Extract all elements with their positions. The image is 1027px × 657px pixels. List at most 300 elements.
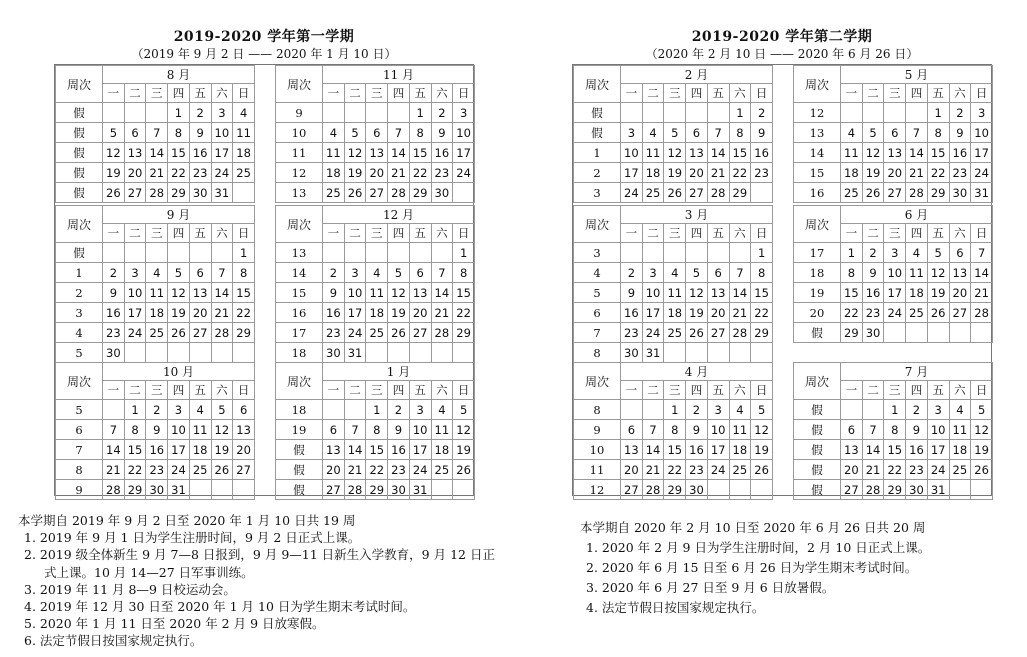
weekday-label: 二 bbox=[124, 224, 146, 243]
weekday-label: 日 bbox=[971, 381, 993, 400]
month-block bbox=[793, 205, 993, 345]
weekday-label: 一 bbox=[621, 381, 643, 400]
weekday-label: 三 bbox=[146, 84, 168, 103]
weekday-label: 四 bbox=[906, 224, 928, 243]
week-row bbox=[56, 183, 255, 203]
day-cell: 2 bbox=[146, 400, 168, 420]
day-cell: 5 bbox=[751, 400, 773, 420]
week-row bbox=[794, 243, 993, 263]
day-cell: 21 bbox=[146, 163, 168, 183]
day-cell bbox=[729, 243, 751, 263]
day-cell: 16 bbox=[388, 440, 410, 460]
weekday-label: 四 bbox=[686, 84, 708, 103]
day-cell: 15 bbox=[751, 283, 773, 303]
day-cell: 10 bbox=[344, 283, 366, 303]
week-number: 18 bbox=[276, 343, 323, 363]
weekday-label: 五 bbox=[409, 381, 431, 400]
week-number: 4 bbox=[574, 263, 621, 283]
day-cell: 23 bbox=[906, 460, 928, 480]
day-cell bbox=[841, 400, 863, 420]
week-number: 假 bbox=[574, 103, 621, 123]
day-cell bbox=[124, 103, 146, 123]
note-item: 4. 2019 年 12 月 30 日至 2020 年 1 月 10 日为学生期末考试时间。 bbox=[24, 599, 416, 615]
day-cell bbox=[168, 243, 190, 263]
day-cell bbox=[621, 400, 643, 420]
day-cell bbox=[431, 480, 453, 500]
day-cell bbox=[949, 323, 971, 343]
day-cell: 20 bbox=[233, 440, 255, 460]
weekday-label: 二 bbox=[642, 224, 664, 243]
day-cell: 4 bbox=[431, 400, 453, 420]
day-cell: 16 bbox=[621, 303, 643, 323]
day-cell bbox=[146, 343, 168, 363]
week-row bbox=[574, 420, 773, 440]
month-name: 5 月 bbox=[841, 66, 993, 84]
day-cell: 20 bbox=[621, 460, 643, 480]
week-number: 5 bbox=[56, 343, 103, 363]
day-cell: 25 bbox=[664, 323, 686, 343]
day-cell bbox=[642, 103, 664, 123]
day-cell: 11 bbox=[729, 420, 751, 440]
day-cell: 5 bbox=[927, 243, 949, 263]
week-row bbox=[56, 480, 255, 500]
day-cell: 17 bbox=[642, 303, 664, 323]
week-row bbox=[276, 440, 475, 460]
week-number: 12 bbox=[276, 163, 323, 183]
day-cell: 19 bbox=[168, 303, 190, 323]
day-cell: 16 bbox=[323, 303, 345, 323]
day-cell: 25 bbox=[949, 460, 971, 480]
weekday-label: 日 bbox=[233, 381, 255, 400]
week-number: 假 bbox=[56, 183, 103, 203]
day-cell: 7 bbox=[211, 263, 233, 283]
week-row bbox=[276, 243, 475, 263]
day-cell: 25 bbox=[189, 460, 211, 480]
weekday-label: 四 bbox=[168, 224, 190, 243]
day-cell: 28 bbox=[971, 303, 993, 323]
weekday-label: 一 bbox=[103, 381, 125, 400]
day-cell: 28 bbox=[103, 480, 125, 500]
day-cell: 10 bbox=[927, 420, 949, 440]
weekday-label: 三 bbox=[366, 224, 388, 243]
day-cell bbox=[124, 243, 146, 263]
week-row bbox=[794, 303, 993, 323]
weekday-label: 一 bbox=[323, 381, 345, 400]
day-cell: 2 bbox=[949, 103, 971, 123]
day-cell: 2 bbox=[621, 263, 643, 283]
day-cell: 28 bbox=[729, 323, 751, 343]
day-cell: 23 bbox=[949, 163, 971, 183]
weekday-label: 三 bbox=[664, 84, 686, 103]
week-number: 14 bbox=[276, 263, 323, 283]
day-cell: 1 bbox=[366, 400, 388, 420]
day-cell: 19 bbox=[927, 283, 949, 303]
day-cell: 3 bbox=[884, 243, 906, 263]
weekday-label: 四 bbox=[686, 381, 708, 400]
week-row bbox=[56, 323, 255, 343]
day-cell: 6 bbox=[189, 263, 211, 283]
day-cell bbox=[233, 480, 255, 500]
week-row bbox=[794, 123, 993, 143]
day-cell: 21 bbox=[211, 303, 233, 323]
day-cell: 13 bbox=[323, 440, 345, 460]
day-cell bbox=[884, 323, 906, 343]
day-cell: 21 bbox=[344, 460, 366, 480]
day-cell: 24 bbox=[453, 163, 475, 183]
weekday-label: 六 bbox=[949, 381, 971, 400]
weekday-label: 一 bbox=[621, 84, 643, 103]
day-cell bbox=[453, 480, 475, 500]
day-cell: 30 bbox=[431, 183, 453, 203]
day-cell: 19 bbox=[971, 440, 993, 460]
week-number: 假 bbox=[794, 400, 841, 420]
day-cell: 9 bbox=[388, 420, 410, 440]
day-cell: 15 bbox=[233, 283, 255, 303]
day-cell: 30 bbox=[388, 480, 410, 500]
day-cell: 20 bbox=[124, 163, 146, 183]
day-cell: 19 bbox=[751, 440, 773, 460]
day-cell: 6 bbox=[841, 420, 863, 440]
day-cell: 28 bbox=[642, 480, 664, 500]
day-cell: 6 bbox=[949, 243, 971, 263]
day-cell: 20 bbox=[686, 163, 708, 183]
day-cell: 10 bbox=[453, 123, 475, 143]
week-number: 13 bbox=[276, 183, 323, 203]
week-row bbox=[574, 323, 773, 343]
day-cell: 19 bbox=[664, 163, 686, 183]
day-cell: 22 bbox=[453, 303, 475, 323]
day-cell: 18 bbox=[189, 440, 211, 460]
week-number: 2 bbox=[56, 283, 103, 303]
weekday-label: 五 bbox=[409, 84, 431, 103]
weekday-label: 六 bbox=[949, 224, 971, 243]
weekday-label: 日 bbox=[751, 381, 773, 400]
week-row bbox=[56, 440, 255, 460]
day-cell: 9 bbox=[621, 283, 643, 303]
day-cell: 28 bbox=[862, 480, 884, 500]
weekday-label: 四 bbox=[906, 381, 928, 400]
week-number: 假 bbox=[276, 440, 323, 460]
weekday-label: 日 bbox=[971, 224, 993, 243]
day-cell: 24 bbox=[927, 460, 949, 480]
day-cell: 7 bbox=[729, 263, 751, 283]
day-cell: 18 bbox=[906, 283, 928, 303]
week-number: 假 bbox=[794, 460, 841, 480]
day-cell: 5 bbox=[211, 400, 233, 420]
day-cell: 27 bbox=[366, 183, 388, 203]
day-cell: 19 bbox=[103, 163, 125, 183]
day-cell: 24 bbox=[707, 460, 729, 480]
week-header: 周次 bbox=[276, 206, 323, 243]
week-row bbox=[276, 183, 475, 203]
day-cell: 9 bbox=[906, 420, 928, 440]
week-row bbox=[794, 460, 993, 480]
week-header: 周次 bbox=[276, 66, 323, 103]
day-cell: 29 bbox=[664, 480, 686, 500]
day-cell: 4 bbox=[642, 123, 664, 143]
month-block bbox=[55, 65, 255, 205]
day-cell: 23 bbox=[862, 303, 884, 323]
week-number: 19 bbox=[276, 420, 323, 440]
day-cell: 2 bbox=[751, 103, 773, 123]
day-cell bbox=[729, 480, 751, 500]
week-row bbox=[56, 143, 255, 163]
day-cell: 4 bbox=[233, 103, 255, 123]
day-cell: 7 bbox=[431, 263, 453, 283]
day-cell: 14 bbox=[211, 283, 233, 303]
day-cell: 18 bbox=[233, 143, 255, 163]
day-cell: 15 bbox=[884, 440, 906, 460]
day-cell: 2 bbox=[906, 400, 928, 420]
day-cell bbox=[211, 343, 233, 363]
day-cell: 17 bbox=[707, 440, 729, 460]
day-cell: 27 bbox=[409, 323, 431, 343]
day-cell: 12 bbox=[751, 420, 773, 440]
week-row bbox=[56, 283, 255, 303]
day-cell: 12 bbox=[971, 420, 993, 440]
day-cell: 1 bbox=[409, 103, 431, 123]
week-row bbox=[276, 420, 475, 440]
day-cell: 12 bbox=[453, 420, 475, 440]
day-cell bbox=[906, 323, 928, 343]
day-cell bbox=[751, 183, 773, 203]
week-number: 假 bbox=[794, 420, 841, 440]
day-cell: 15 bbox=[124, 440, 146, 460]
week-row bbox=[794, 263, 993, 283]
day-cell: 19 bbox=[862, 163, 884, 183]
day-cell: 10 bbox=[884, 263, 906, 283]
weekday-label: 日 bbox=[453, 381, 475, 400]
weekday-label: 二 bbox=[124, 84, 146, 103]
day-cell: 1 bbox=[884, 400, 906, 420]
day-cell: 11 bbox=[949, 420, 971, 440]
day-cell: 11 bbox=[189, 420, 211, 440]
day-cell: 1 bbox=[124, 400, 146, 420]
day-cell: 2 bbox=[323, 263, 345, 283]
day-cell: 12 bbox=[344, 143, 366, 163]
day-cell bbox=[453, 183, 475, 203]
day-cell: 5 bbox=[664, 123, 686, 143]
week-row bbox=[794, 400, 993, 420]
semester-1-title: 2019-2020 学年第一学期 bbox=[173, 29, 355, 45]
week-number: 1 bbox=[56, 263, 103, 283]
week-header: 周次 bbox=[794, 363, 841, 400]
day-cell: 17 bbox=[927, 440, 949, 460]
day-cell: 22 bbox=[409, 163, 431, 183]
weekday-label: 四 bbox=[168, 381, 190, 400]
day-cell: 21 bbox=[388, 163, 410, 183]
week-row bbox=[574, 400, 773, 420]
week-row bbox=[574, 460, 773, 480]
day-cell: 20 bbox=[323, 460, 345, 480]
day-cell: 9 bbox=[431, 123, 453, 143]
day-cell bbox=[344, 103, 366, 123]
week-row bbox=[574, 103, 773, 123]
day-cell: 10 bbox=[642, 283, 664, 303]
day-cell: 12 bbox=[862, 143, 884, 163]
day-cell: 1 bbox=[751, 243, 773, 263]
day-cell: 8 bbox=[409, 123, 431, 143]
day-cell: 25 bbox=[906, 303, 928, 323]
day-cell bbox=[103, 243, 125, 263]
day-cell: 16 bbox=[686, 440, 708, 460]
day-cell: 26 bbox=[453, 460, 475, 480]
day-cell: 13 bbox=[841, 440, 863, 460]
week-number: 假 bbox=[794, 323, 841, 343]
day-cell: 18 bbox=[729, 440, 751, 460]
week-row bbox=[56, 263, 255, 283]
week-header: 周次 bbox=[794, 206, 841, 243]
weekday-label: 二 bbox=[642, 381, 664, 400]
day-cell: 19 bbox=[686, 303, 708, 323]
day-cell: 27 bbox=[686, 183, 708, 203]
day-cell: 30 bbox=[323, 343, 345, 363]
weekday-label: 四 bbox=[686, 224, 708, 243]
day-cell bbox=[366, 343, 388, 363]
day-cell: 25 bbox=[323, 183, 345, 203]
day-cell: 2 bbox=[103, 263, 125, 283]
day-cell: 5 bbox=[103, 123, 125, 143]
day-cell: 14 bbox=[642, 440, 664, 460]
day-cell: 11 bbox=[906, 263, 928, 283]
week-number: 假 bbox=[794, 440, 841, 460]
weekday-label: 三 bbox=[884, 224, 906, 243]
day-cell: 8 bbox=[124, 420, 146, 440]
day-cell: 25 bbox=[233, 163, 255, 183]
day-cell bbox=[949, 480, 971, 500]
note-item: 5. 2020 年 1 月 11 日至 2020 年 2 月 9 日放寒假。 bbox=[24, 616, 325, 632]
day-cell: 7 bbox=[862, 420, 884, 440]
day-cell: 9 bbox=[103, 283, 125, 303]
day-cell: 11 bbox=[366, 283, 388, 303]
month-name: 6 月 bbox=[841, 206, 993, 224]
week-number: 15 bbox=[276, 283, 323, 303]
day-cell: 6 bbox=[707, 263, 729, 283]
day-cell bbox=[642, 243, 664, 263]
week-number: 6 bbox=[574, 303, 621, 323]
note-item: 1. 2019 年 9 月 1 日为学生注册时间，9 月 2 日正式上课。 bbox=[24, 530, 361, 546]
note-item: 2. 2020 年 6 月 15 日至 6 月 26 日为学生期末考试时间。 bbox=[586, 560, 918, 575]
day-cell: 12 bbox=[103, 143, 125, 163]
day-cell: 21 bbox=[862, 460, 884, 480]
day-cell: 14 bbox=[862, 440, 884, 460]
day-cell: 3 bbox=[124, 263, 146, 283]
day-cell: 27 bbox=[707, 323, 729, 343]
month-block bbox=[275, 205, 475, 360]
day-cell: 18 bbox=[642, 163, 664, 183]
week-number: 假 bbox=[794, 480, 841, 500]
day-cell: 15 bbox=[664, 440, 686, 460]
day-cell bbox=[388, 243, 410, 263]
day-cell: 17 bbox=[124, 303, 146, 323]
weekday-label: 五 bbox=[707, 224, 729, 243]
day-cell: 10 bbox=[971, 123, 993, 143]
semester-2-title: 2019-2020 学年第二学期 bbox=[691, 29, 873, 45]
week-number: 假 bbox=[276, 460, 323, 480]
week-row bbox=[276, 123, 475, 143]
day-cell: 8 bbox=[841, 263, 863, 283]
day-cell bbox=[233, 343, 255, 363]
day-cell: 4 bbox=[146, 263, 168, 283]
day-cell: 25 bbox=[146, 323, 168, 343]
day-cell: 26 bbox=[388, 323, 410, 343]
week-number: 3 bbox=[56, 303, 103, 323]
weekday-label: 五 bbox=[189, 381, 211, 400]
month-block bbox=[275, 65, 475, 205]
day-cell bbox=[707, 243, 729, 263]
day-cell: 21 bbox=[906, 163, 928, 183]
day-cell bbox=[146, 243, 168, 263]
day-cell: 6 bbox=[409, 263, 431, 283]
weekday-label: 二 bbox=[344, 224, 366, 243]
week-row bbox=[794, 283, 993, 303]
day-cell: 3 bbox=[621, 123, 643, 143]
weekday-label: 一 bbox=[103, 84, 125, 103]
day-cell: 22 bbox=[664, 460, 686, 480]
day-cell: 18 bbox=[431, 440, 453, 460]
day-cell: 17 bbox=[621, 163, 643, 183]
weekday-label: 日 bbox=[971, 84, 993, 103]
day-cell: 16 bbox=[751, 143, 773, 163]
day-cell: 23 bbox=[323, 323, 345, 343]
week-number: 9 bbox=[574, 420, 621, 440]
week-number: 16 bbox=[276, 303, 323, 323]
week-row bbox=[276, 163, 475, 183]
week-number: 3 bbox=[574, 183, 621, 203]
day-cell: 10 bbox=[168, 420, 190, 440]
day-cell: 8 bbox=[729, 123, 751, 143]
day-cell: 26 bbox=[664, 183, 686, 203]
day-cell: 23 bbox=[146, 460, 168, 480]
weekday-label: 六 bbox=[211, 224, 233, 243]
day-cell: 2 bbox=[189, 103, 211, 123]
day-cell: 30 bbox=[621, 343, 643, 363]
day-cell: 26 bbox=[971, 460, 993, 480]
day-cell: 7 bbox=[971, 243, 993, 263]
day-cell bbox=[388, 343, 410, 363]
day-cell: 15 bbox=[927, 143, 949, 163]
day-cell: 26 bbox=[168, 323, 190, 343]
week-number: 8 bbox=[56, 460, 103, 480]
day-cell: 3 bbox=[168, 400, 190, 420]
weekday-label: 三 bbox=[884, 84, 906, 103]
day-cell: 23 bbox=[621, 323, 643, 343]
day-cell: 21 bbox=[729, 303, 751, 323]
day-cell: 13 bbox=[949, 263, 971, 283]
day-cell: 9 bbox=[146, 420, 168, 440]
day-cell bbox=[664, 343, 686, 363]
day-cell: 3 bbox=[927, 400, 949, 420]
day-cell: 14 bbox=[707, 143, 729, 163]
day-cell: 24 bbox=[971, 163, 993, 183]
day-cell: 13 bbox=[124, 143, 146, 163]
day-cell: 16 bbox=[189, 143, 211, 163]
week-number: 假 bbox=[56, 143, 103, 163]
month-name: 4 月 bbox=[621, 363, 773, 381]
day-cell: 13 bbox=[189, 283, 211, 303]
day-cell: 16 bbox=[862, 283, 884, 303]
week-header: 周次 bbox=[574, 363, 621, 400]
day-cell bbox=[211, 480, 233, 500]
day-cell: 8 bbox=[453, 263, 475, 283]
week-row bbox=[794, 420, 993, 440]
month-block bbox=[55, 362, 255, 502]
week-row bbox=[574, 343, 773, 363]
note-item-continued: 式上课。10 月 14—27 日军事训练。 bbox=[44, 564, 254, 580]
day-cell: 22 bbox=[124, 460, 146, 480]
day-cell: 9 bbox=[751, 123, 773, 143]
day-cell: 29 bbox=[729, 183, 751, 203]
